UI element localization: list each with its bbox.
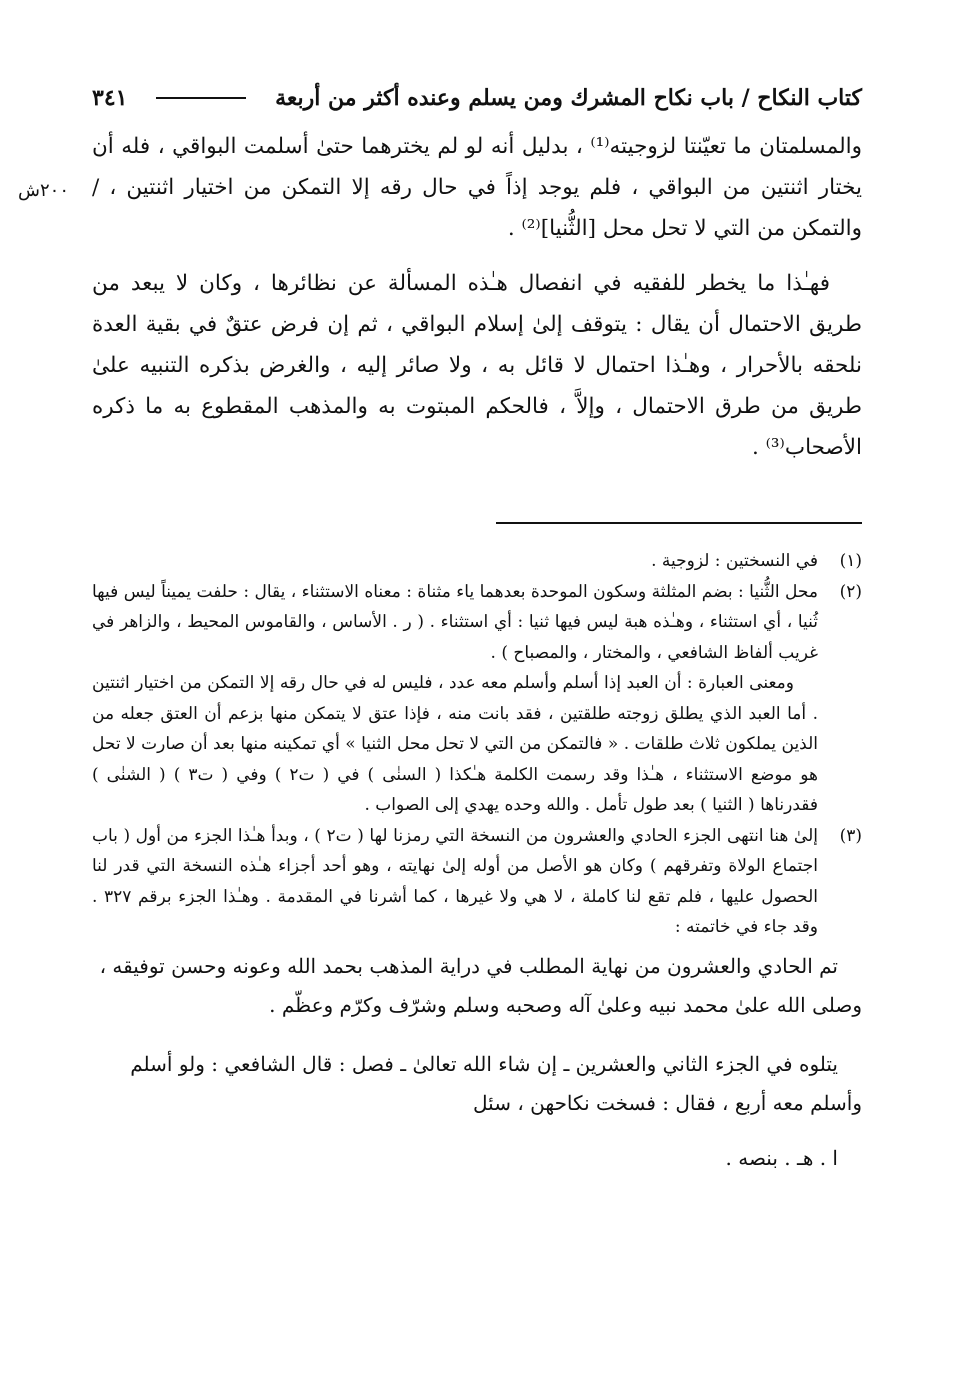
footnote-text: محل الثُّنيا : بضم المثلثة وسكون الموحدة بعدهما ياء مثناة : معناه الاستثناء ، يقال : حلفت يميناً ليس فيها ثُنيا ، أي استثناء ، وهـٰذه هبة ليس فيها ثنيا : أي استثناء . ( ر . الأساس ، والقاموس المحيط ، والزاهر في غريب ألفاظ الشافعي ، والمختار ، والمصباح ) . [92,581,818,663]
footnote-1 [92,546,862,577]
paragraph-1: والمسلمتان ما تعيّنتا لزوجيته⁽¹⁾ ، بدليل أنه لو لم يخترهما حتىٰ أسلمت البواقي ، فله أن يختار اثنتين من البواقي ، فلم يوجد إذاً في حال رقه إلا التمكن من اختيار اثنتين ، / والتمكن من التي لا تحل محل [الثُّنيا]⁽²⁾ . [92,134,862,241]
footnote-separator [496,522,862,524]
footnote-number: (٢) [839,581,862,602]
header-rule [156,97,246,99]
footnote-text: في النسختين : لزوجية . [651,551,818,571]
footnotes [92,546,862,1193]
page-number: ٣٤١ [92,85,128,111]
footnote-number: (٣) [839,825,862,846]
footnote-body [92,577,818,821]
colophon-quote: تم الحادي والعشرون من نهاية المطلب في دراية المذهب بحمد الله وعونه وحسن توفيقه ، وصلى الله علىٰ محمد نبيه وعلىٰ آله وصحبه وسلم وشرّف وكرّم وعظّم . [99,953,862,1017]
margin-folio-note: ٢٠٠ش [18,180,69,201]
closing-note: ا . هـ . بنصه . [725,1145,838,1170]
footnote-body [92,821,818,943]
main-text [92,126,862,468]
footnote-body [92,546,818,577]
chapter-title: كتاب النكاح / باب نكاح المشرك ومن يسلم وعنده أكثر من أربعة [275,85,862,111]
colophon-quote: يتلوه في الجزء الثاني والعشرين ـ إن شاء الله تعالىٰ ـ فصل : قال الشافعي : ولو أسلم وأسلم معه أربع ، فقال : فسخت نكاحهن ، سئل [130,1051,862,1115]
paragraph-2: فهـٰذا ما يخطر للفقيه في انفصال هـٰذه المسألة عن نظائرها ، وكان لا يبعد من طريق الاحتمال أن يقال : يتوقف إلىٰ إسلام البواقي ، ثم إن فرض عتقٌ في بقية العدة نلحقه بالأحرار ، وهـٰذا احتمال لا قائل به ، ولا صائر إليه ، والغرض بذكره التنبيه علىٰ طريق من طرق الاحتمال ، وإلاَّ ، فالحكم المبتوت به والمذهب المقطوع به ما ذكره الأصحاب⁽³⁾ . [92,271,862,460]
footnote-3 [92,821,862,943]
footnote-text: إلىٰ هنا انتهى الجزء الحادي والعشرون من النسخة التي رمزنا لها ( ت٢ ) ، وبدأ هـٰذا الجزء من أول ( باب اجتماع الولاة وتفرقهم ) وكان هو الأصل من أوله إلىٰ نهايته ، وهو أحد أجزاء هـٰذه النسخة التي قدر لنا الحصول عليها ، فلم تقع لنا كاملة ، لا هي ولا غيرها ، كما أشرنا في المقدمة . وهـٰذا الجزء برقم ٣٢٧ . وقد جاء في خاتمته : [92,825,818,937]
running-header [92,78,862,118]
footnote-number: (١) [839,551,862,571]
footnote-text: ومعنى العبارة : أن العبد إذا أسلم وأسلم معه عدد ، فليس له في حال رقه إلا التمكن من اختيار اثنتين . أما العبد الذي يطلق زوجته طلقتين ، فقد بانت منه ، فإذا عتق لا يتمكن منها بزعم أن العتق جعله من الذين يملكون ثلاث طلقات . « فالتمكن من التي لا تحل محل الثنيا » أي تمكينه منها بعد أن صارت لا تحل هو موضع الاستثناء ، هـٰذا وقد رسمت الكلمة هـٰكذا ( السنٰى ) في ( ت٢ ) وفي ( ت٣ ) ( الشنٰى ) فقدرناها ( الثنيا ) بعد طول تأمل . والله وحده يهدي إلى الصواب . [92,673,818,815]
footnote-2 [92,577,862,821]
